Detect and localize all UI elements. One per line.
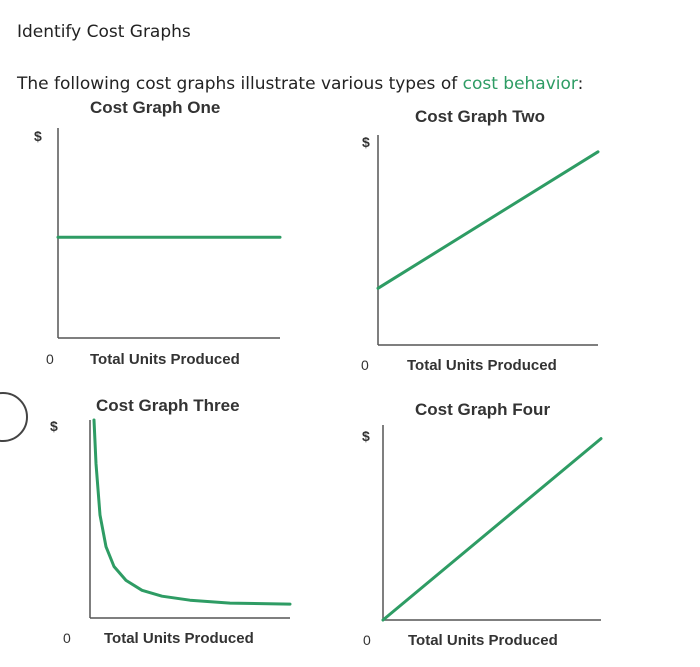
graph-four-ylabel: $ (362, 428, 370, 444)
graph-one-title: Cost Graph One (90, 98, 221, 117)
graph-two-title: Cost Graph Two (415, 107, 546, 126)
graph-two-ylabel: $ (362, 134, 370, 150)
graph-three (90, 420, 290, 618)
graph-two (378, 135, 598, 345)
graph-one-ylabel: $ (34, 128, 42, 144)
graph-four (383, 425, 601, 620)
intro-colon: : (577, 74, 584, 94)
graph-two-cost-line (378, 152, 598, 288)
graph-four-xlabel: Total Units Produced (408, 632, 558, 649)
graph-four-cost-line (383, 439, 601, 620)
graph-three-ylabel: $ (50, 418, 58, 434)
graph-two-xlabel: Total Units Produced (407, 357, 557, 374)
graph-two-zero: 0 (361, 357, 369, 373)
graph-four-zero: 0 (363, 632, 371, 648)
graph-one-zero: 0 (46, 351, 54, 367)
graph-four-title: Cost Graph Four (415, 400, 551, 419)
graph-three-cost-line (94, 420, 290, 604)
graph-three-zero: 0 (63, 630, 71, 646)
page-heading: Identify Cost Graphs (17, 22, 191, 42)
graph-one (58, 128, 280, 338)
graph-one-xlabel: Total Units Produced (90, 351, 240, 368)
graph-three-title: Cost Graph Three (96, 396, 240, 415)
intro-main: The following cost graphs illustrate various types of (17, 74, 463, 94)
graph-three-xlabel: Total Units Produced (104, 630, 254, 647)
cost-behavior-highlight: cost behavior (462, 74, 578, 94)
